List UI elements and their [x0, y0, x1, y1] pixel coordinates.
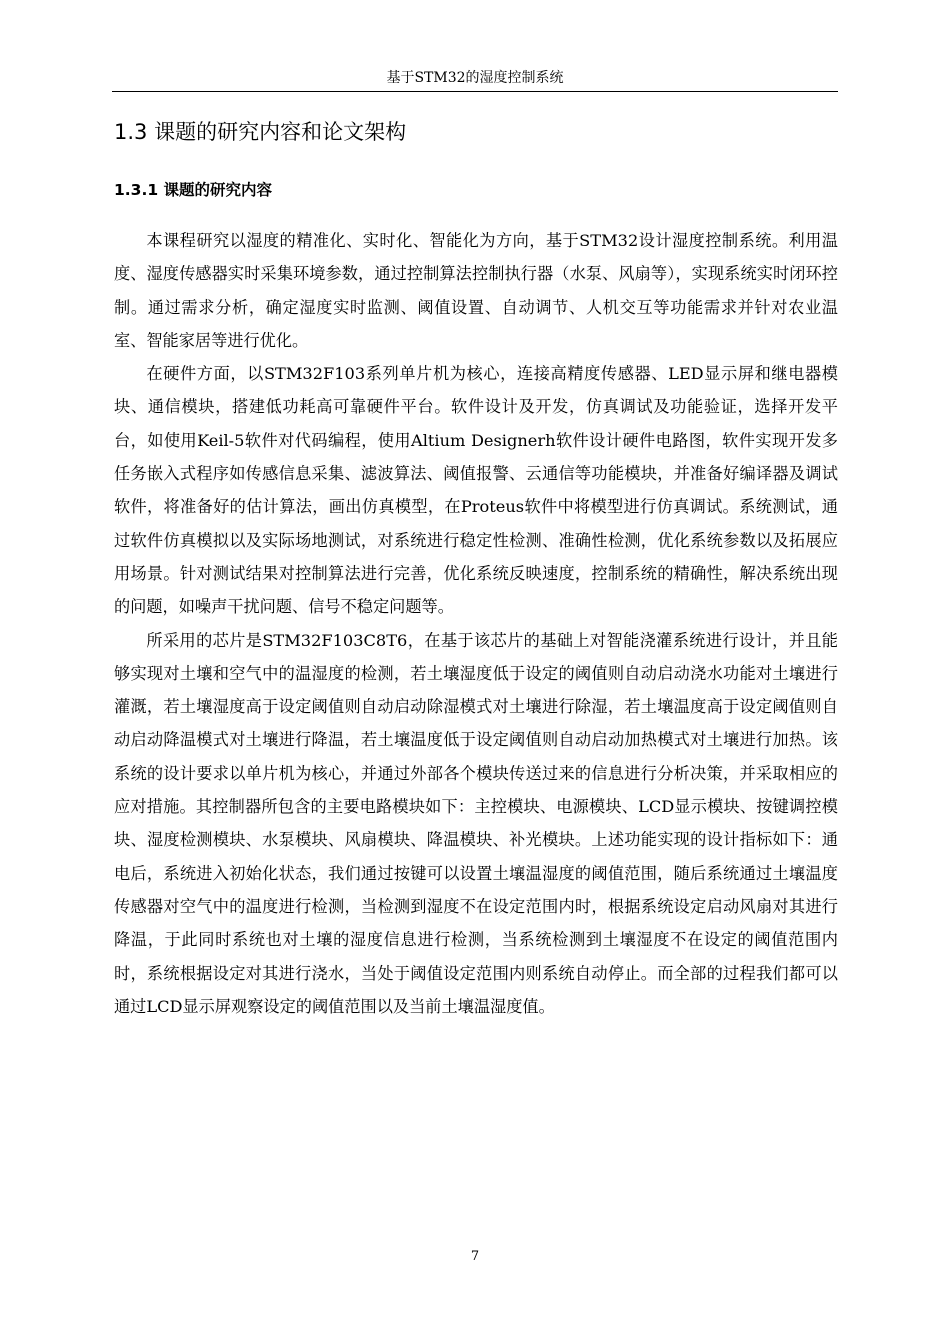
subsection-heading: 1.3.1 课题的研究内容	[114, 181, 273, 199]
header-rule	[112, 91, 838, 92]
paragraph: 所采用的芯片是STM32F103C8T6，在基于该芯片的基础上对智能浇灌系统进行设计，并且能够实现对土壤和空气中的温湿度的检测，若土壤湿度低于设定的阈值则自动启动浇水功能对土壤进行灌溉，若土壤湿度高于设定阈值则自动启动除湿模式对土壤进行除湿，若土壤温度高于设定阈值则自动启动降温模式对土壤进行降温，若土壤温度低于设定阈值则自动启动加热模式对土壤进行加热。该系统的设计要求以单片机为核心，并通过外部各个模块传送过来的信息进行分析决策，并采取相应的应对措施。其控制器所包含的主要电路模块如下：主控模块、电源模块、LCD显示模块、按键调控模块、湿度检测模块、水泵模块、风扇模块、降温模块、补光模块。上述功能实现的设计指标如下：通电后，系统进入初始化状态，我们通过按键可以设置土壤温湿度的阈值范围，随后系统通过土壤温度传感器对空气中的温度进行检测，当检测到湿度不在设定范围内时，根据系统设定启动风扇对其进行降温，于此同时系统也对土壤的湿度信息进行检测，当系统检测到土壤湿度不在设定的阈值范围内时，系统根据设定对其进行浇水，当处于阈值设定范围内则系统自动停止。而全部的过程我们都可以通过LCD显示屏观察设定的阈值范围以及当前土壤温湿度值。	[114, 630, 838, 1016]
paragraph: 本课程研究以湿度的精准化、实时化、智能化为方向，基于STM32设计湿度控制系统。利用温度、湿度传感器实时采集环境参数，通过控制算法控制执行器（水泵、风扇等），实现系统实时闭环控制。通过需求分析，确定湿度实时监测、阈值设置、自动调节、人机交互等功能需求并针对农业温室、智能家居等进行优化。	[114, 231, 838, 350]
paragraph: 在硬件方面，以STM32F103系列单片机为核心，连接高精度传感器、LED显示屏和继电器模块、通信模块，搭建低功耗高可靠硬件平台。软件设计及开发，仿真调试及功能验证，选择开发平台，如使用Keil-5软件对代码编程，使用Altium Designerh软件设计硬件电路图，软件实现开发多任务嵌入式程序如传感信息采集、滤波算法、阈值报警、云通信等功能模块，并准备好编译器及调试软件，将准备好的估计算法，画出仿真模型，在Proteus软件中将模型进行仿真调试。系统测试，通过软件仿真模拟以及实际场地测试，对系统进行稳定性检测、准确性检测，优化系统参数以及拓展应用场景。针对测试结果对控制算法进行完善，优化系统反映速度，控制系统的精确性，解决系统出现的问题，如噪声干扰问题、信号不稳定问题等。	[114, 364, 838, 617]
section-heading: 1.3 课题的研究内容和论文架构	[114, 120, 407, 144]
page-number: 7	[470, 1249, 480, 1264]
body-text	[114, 224, 838, 1023]
running-header: 基于STM32的湿度控制系统	[386, 70, 564, 86]
